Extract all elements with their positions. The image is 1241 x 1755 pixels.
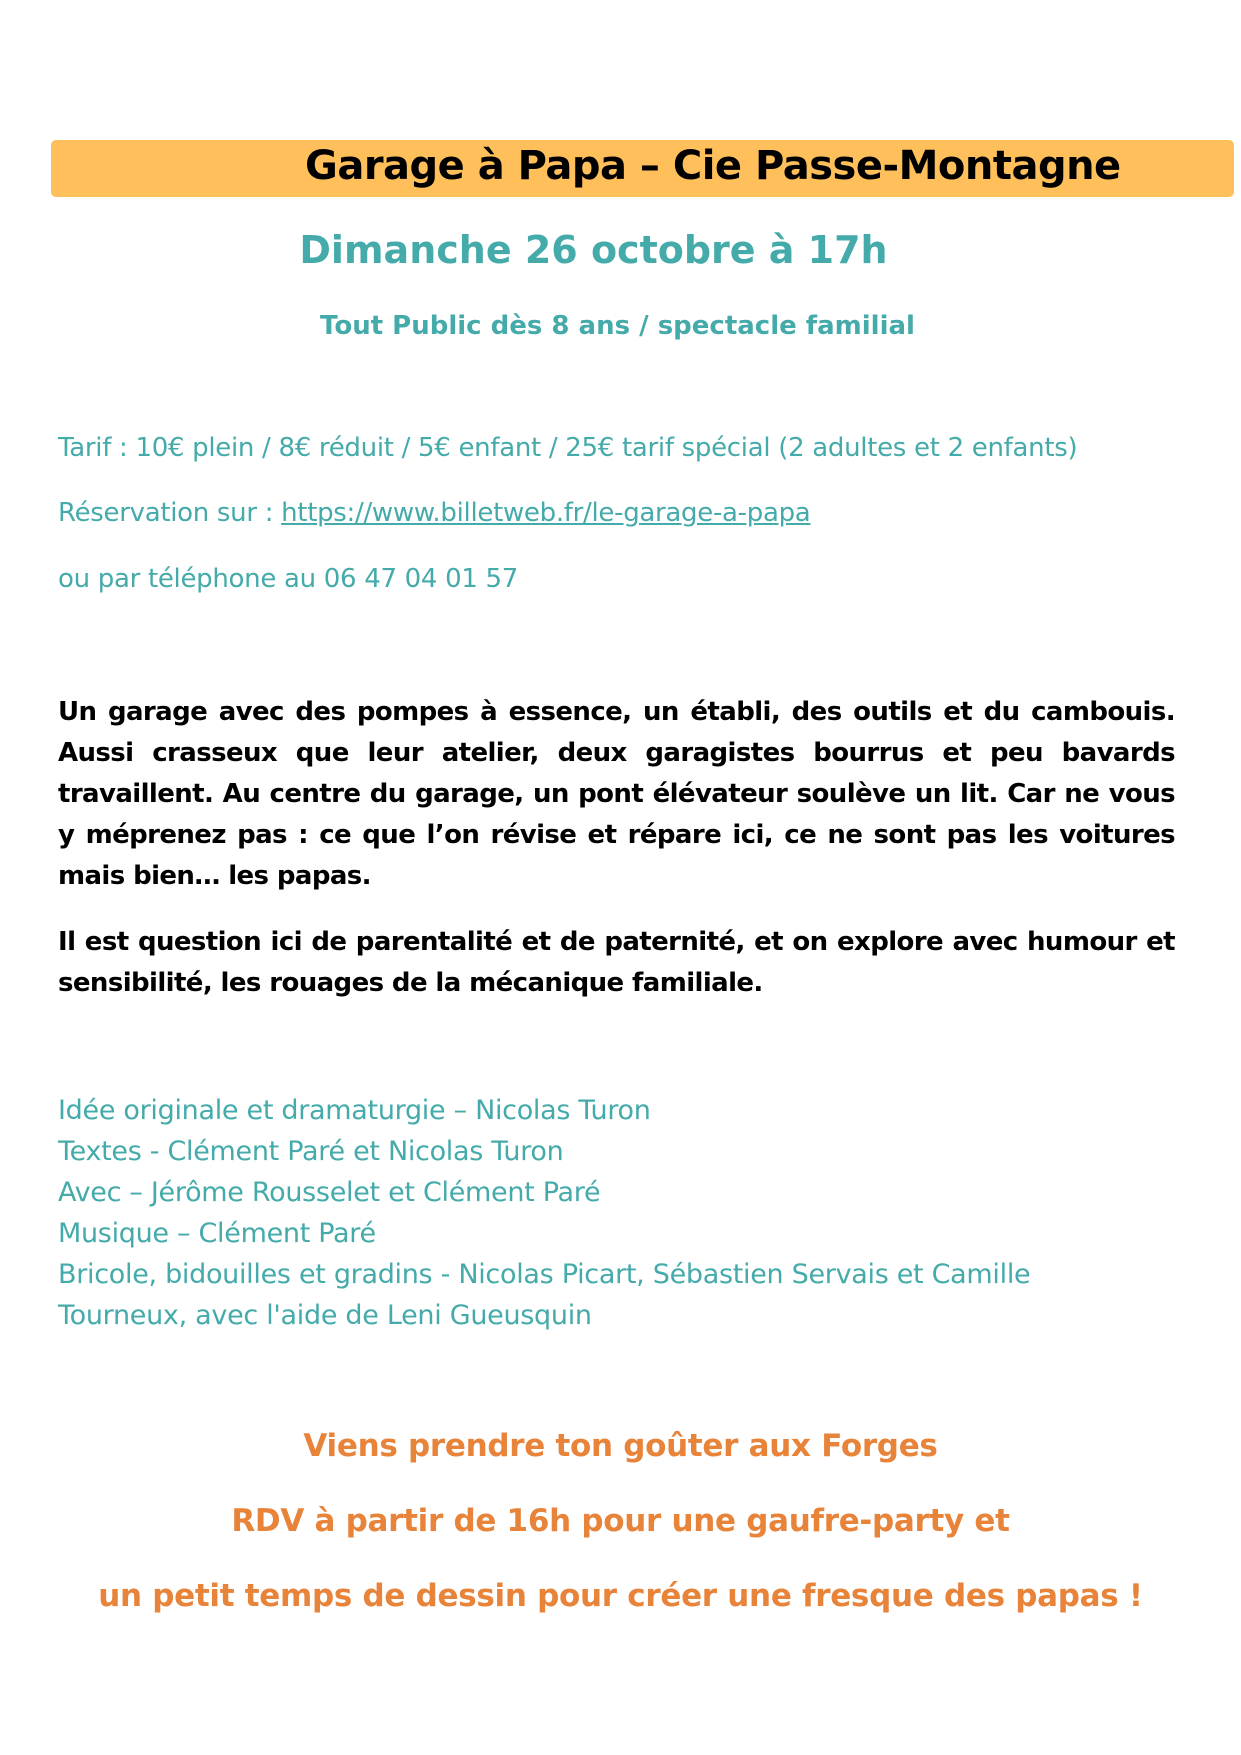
snack-line-3: un petit temps de dessin pour créer une fresque des papas ! bbox=[98, 1578, 1143, 1614]
description-paragraph-1: Un garage avec des pompes à essence, un établi, des outils et du cambouis. Aussi crasseux que leur atelier, deux garagistes bourrus et peu bavards travaillent. Au centre du garage, un pont élévateur soulève un lit. Car ne vous y méprenez pas : ce que l’on révise et répare ici, ce ne sont pas les voitures mais bien… les papas. bbox=[58, 697, 1175, 891]
description-paragraph-2: Il est question ici de parentalité et de paternité, et on explore avec humour et sensibilité, les rouages de la mécanique familiale. bbox=[58, 927, 1175, 998]
event-date bbox=[0, 228, 1241, 272]
phone-text: ou par téléphone au 06 47 04 01 57 bbox=[58, 564, 519, 594]
audience-text: Tout Public dès 8 ans / spectacle familial bbox=[320, 311, 915, 341]
credit-line: Textes - Clément Paré et Nicolas Turon bbox=[58, 1136, 564, 1167]
reservation-link[interactable]: https://www.billetweb.fr/le-garage-a-papa bbox=[281, 498, 811, 528]
credit-line: Tourneux, avec l'aide de Leni Gueusquin bbox=[58, 1300, 592, 1331]
credits-list bbox=[58, 1090, 1030, 1336]
tarif-text: Tarif : 10€ plein / 8€ réduit / 5€ enfant / 25€ tarif spécial (2 adultes et 2 enfants) bbox=[58, 433, 1078, 463]
reservation-label: Réservation sur : bbox=[58, 498, 282, 528]
snack-line-1: Viens prendre ton goûter aux Forges bbox=[303, 1428, 938, 1464]
credit-line: Avec – Jérôme Rousselet et Clément Paré bbox=[58, 1177, 601, 1208]
credit-line: Bricole, bidouilles et gradins - Nicolas Picart, Sébastien Servais et Camille bbox=[58, 1259, 1031, 1290]
audience-label bbox=[0, 311, 1241, 341]
page-title: Garage à Papa – Cie Passe-Montagne bbox=[305, 143, 1121, 189]
reservation-line bbox=[58, 498, 810, 528]
snack-line-2: RDV à partir de 16h pour une gaufre-party et bbox=[231, 1503, 1010, 1539]
credit-line: Idée originale et dramaturgie – Nicolas Turon bbox=[58, 1095, 651, 1126]
credit-line: Musique – Clément Paré bbox=[58, 1218, 376, 1249]
event-date-text: Dimanche 26 octobre à 17h bbox=[299, 228, 888, 272]
